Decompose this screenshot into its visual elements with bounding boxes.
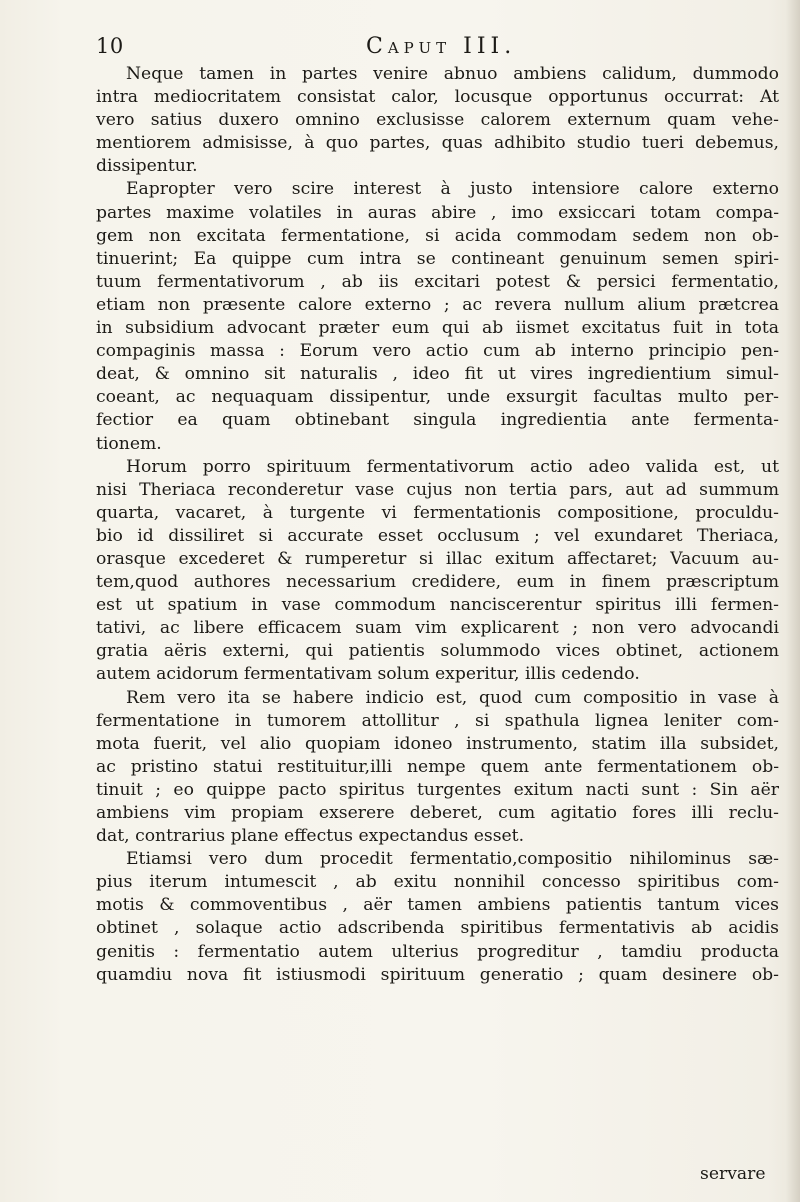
text-line: deat, & omnino sit naturalis , ideo fit ut vires ingredientium simul- xyxy=(96,364,779,385)
text-line: fermentatione in tumorem attollitur , si spathula lignea leniter com- xyxy=(96,710,779,731)
text-line: fectior ea quam obtinebant singula ingredientia ante fermenta- xyxy=(96,410,779,431)
paragraph xyxy=(96,687,779,849)
paragraph xyxy=(96,848,779,987)
text-line: mentiorem admisisse, à quo partes, quas adhibito studio tueri debemus, xyxy=(96,133,779,154)
text-line: autem acidorum fermentativam solum experitur, illis cedendo. xyxy=(96,664,640,685)
paragraph xyxy=(96,456,779,687)
text-line: ambiens vim propiam exserere deberet, cum agitatio fores illi reclu- xyxy=(96,803,779,823)
running-head: Caput III. xyxy=(366,34,517,59)
text-line: compaginis massa : Eorum vero actio cum ab interno principio pen- xyxy=(96,341,779,362)
text-line: intra mediocritatem consistat calor, locusque opportunus occurrat: At xyxy=(96,87,779,108)
text-line: Rem vero ita se habere indicio est, quod cum compositio in vase à xyxy=(126,687,779,708)
text-line: dat, contrarius plane effectus expectandus esset. xyxy=(96,826,525,847)
text-line: Horum porro spirituum fermentativorum actio adeo valida est, ut xyxy=(126,456,779,477)
text-line: tativi, ac libere efficacem suam vim explicarent ; non vero advocandi xyxy=(96,618,779,639)
text-line: tinuit ; eo quippe pacto spiritus turgentes exitum nacti sunt : Sin aër xyxy=(96,779,779,800)
text-line: gem non excitata fermentatione, si acida commodam sedem non ob- xyxy=(96,225,779,246)
text-line: mota fuerit, vel alio quopiam idoneo instrumento, statim illa subsidet, xyxy=(96,733,779,754)
text-line: tionem. xyxy=(96,433,162,454)
page-header xyxy=(96,34,776,66)
body-text xyxy=(96,63,779,987)
text-line: vero satius duxero omnino exclusisse calorem externum quam vehe- xyxy=(96,110,779,131)
text-line: gratia aëris externi, qui patientis solummodo vices obtinet, actionem xyxy=(96,641,779,662)
text-line: Neque tamen in partes venire abnuo ambiens calidum, dummodo xyxy=(126,64,779,84)
text-line: Etiamsi vero dum procedit fermentatio,compositio nihilominus sæ- xyxy=(126,849,779,870)
text-line: dissipentur. xyxy=(96,156,198,177)
paragraph xyxy=(96,178,779,455)
text-line: genitis : fermentatio autem ulterius progreditur , tamdiu producta xyxy=(96,941,779,962)
paragraph xyxy=(96,63,779,178)
text-line: coeant, ac nequaquam dissipentur, unde exsurgit facultas multo per- xyxy=(96,387,779,408)
text-line: partes maxime volatiles in auras abire , imo exsiccari totam compa- xyxy=(96,202,779,223)
text-line: est ut spatium in vase commodum nanciscerentur spiritus illi fermen- xyxy=(96,595,779,616)
text-line: ac pristino statui restituitur,illi nempe quem ante fermentationem ob- xyxy=(96,756,779,777)
text-line: obtinet , solaque actio adscribenda spiritibus fermentativis ab acidis xyxy=(96,918,779,939)
text-line: tuum fermentativorum , ab iis excitari potest & persici fermentatio, xyxy=(96,271,779,292)
text-line: orasque excederet & rumperetur si illac exitum affectaret; Vacuum au- xyxy=(96,548,779,569)
text-line: nisi Theriaca reconderetur vase cujus non tertia pars, aut ad summum xyxy=(96,479,779,500)
text-line: in subsidium advocant præter eum qui ab iismet excitatus fuit in tota xyxy=(96,318,779,339)
page-edge-shadow xyxy=(786,0,800,1202)
page-number: 10 xyxy=(96,34,124,58)
text-line: quamdiu nova fit istiusmodi spirituum generatio ; quam desinere ob- xyxy=(96,964,779,985)
text-line: motis & commoventibus , aër tamen ambiens patientis tantum vices xyxy=(96,895,779,916)
text-line: tinuerint; Ea quippe cum intra se contineant genuinum semen spiri- xyxy=(96,248,779,269)
text-line: etiam non præsente calore externo ; ac revera nullum alium prætcrea xyxy=(96,294,779,315)
text-line: Eapropter vero scire interest à justo intensiore calore externo xyxy=(126,179,779,200)
text-line: pius iterum intumescit , ab exitu nonnihil concesso spiritibus com- xyxy=(96,872,779,893)
text-line: tem,quod authores necessarium credidere, eum in finem præscriptum xyxy=(96,572,779,593)
catchword: servare xyxy=(700,1164,766,1184)
text-line: bio id dissiliret si accurate esset occlusum ; vel exundaret Theriaca, xyxy=(96,525,779,546)
text-line: quarta, vacaret, à turgente vi fermentationis compositione, proculdu- xyxy=(96,502,779,523)
